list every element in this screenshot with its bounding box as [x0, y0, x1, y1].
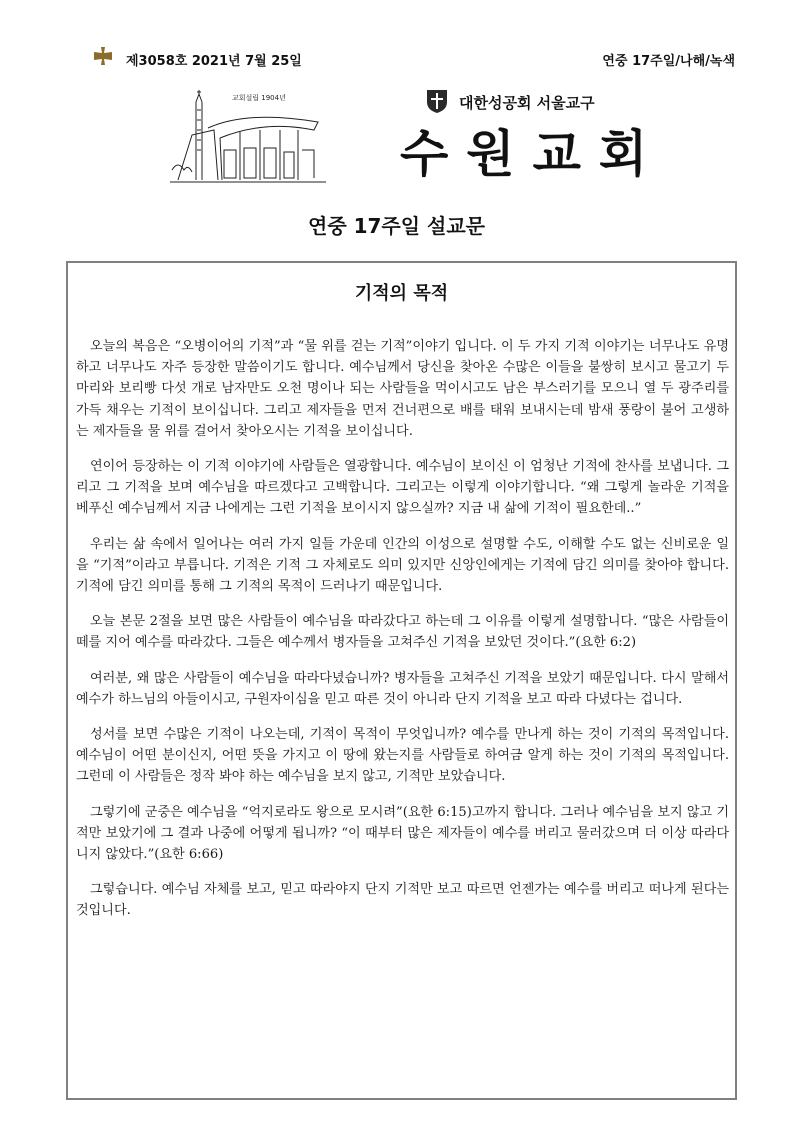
sermon-body	[76, 336, 729, 936]
cross-icon	[93, 46, 113, 66]
sermon-paragraph: 연이어 등장하는 이 기적 이야기에 사람들은 열광합니다. 예수님이 보이신 이 엄청난 기적에 찬사를 보냅니다. 그리고 그 기적을 보며 예수님을 따르겠다고 고백합니다. 그리고는 이렇게 이야기합니다. “왜 그렇게 놀라운 기적을 베푸신 예수님께서 지금 나에게는 그런 기적을 보이시지 않으실까? 지금 내 삶에 기적이 필요한데..”	[76, 459, 729, 517]
sermon-box	[66, 261, 737, 1100]
diocese-emblem-icon	[425, 88, 449, 114]
diocese-header	[425, 88, 675, 114]
sermon-paragraph: 오늘 본문 2절을 보면 많은 사람들이 예수님을 따라갔다고 하는데 그 이유를 이렇게 설명합니다. “많은 사람들이 떼를 지어 예수를 따라갔다. 그들은 예수께서 병자들을 고쳐주신 기적을 보았던 것이다.”(요한 6:2)	[76, 614, 729, 651]
masthead-bar	[93, 48, 735, 70]
founding-caption: 교회설립 1904년	[232, 94, 286, 102]
sermon-paragraph: 오늘의 복음은 “오병이어의 기적”과 “물 위를 걷는 기적”이야기 입니다. 이 두 가지 기적 이야기는 너무나도 유명하고 너무나도 자주 등장한 말씀이기도 합니다. 예수님께서 당신을 찾아온 수많은 이들을 불쌍히 보시고 물고기 두 마리와 보리빵 다섯 개로 남자만도 오천 명이나 되는 사람들을 먹이시고도 남은 부스러기를 모으니 열 두 광주리를 가득 채우는 기적이 보이십니다. 그리고 제자들을 먼저 건너편으로 배를 태워 보내시는데 밤새 풍랑이 불어 고생하는 제자들을 물 위를 걸어서 찾아오시는 기적을 보이십니다.	[76, 339, 729, 439]
sermon-heading: 연중 17주일 설교문	[308, 214, 485, 238]
sermon-paragraph: 그렇습니다. 예수님 자체를 보고, 믿고 따라야지 단지 기적만 보고 따르면 언젠가는 예수를 버리고 떠나게 된다는 것입니다.	[76, 882, 729, 919]
sermon-paragraph: 그렇기에 군중은 예수님을 “억지로라도 왕으로 모시려”(요한 6:15)고까지 합니다. 그러나 예수님을 보지 않고 기적만 보았기에 그 결과 나중에 어떻게 됩니까? “이 때부터 많은 제자들이 예수를 버리고 물러갔으며 더 이상 따라다니지 않았다.”(요한 6:66)	[76, 804, 729, 863]
church-name: 수원교회	[400, 124, 666, 183]
sermon-paragraph: 우리는 삶 속에서 일어나는 여러 가지 일들 가운데 인간의 이성으로 설명할 수도, 이해할 수도 없는 신비로운 일을 “기적”이라고 부릅니다. 기적은 기적 그 자체로도 의미 있지만 신앙인에게는 기적에 담긴 의미를 찾아야 합니다. 기적에 담긴 의미를 통해 그 기적의 목적이 드러나기 때문입니다.	[76, 536, 729, 595]
sermon-paragraph: 성서를 보면 수많은 기적이 나오는데, 기적이 목적이 무엇입니까? 예수를 만나게 하는 것이 기적의 목적입니다. 예수님이 어떤 분이신지, 어떤 뜻을 가지고 이 땅에 왔는지를 사람들로 하여금 알게 하는 것이 기적의 목적입니다. 그런데 이 사람들은 정작 봐야 하는 예수님을 보지 않고, 기적만 보았습니다.	[76, 727, 729, 785]
church-building-illustration	[168, 90, 328, 184]
liturgical-season: 연중 17주일/나해/녹색	[602, 54, 735, 69]
sermon-title: 기적의 목적	[354, 283, 449, 304]
issue-date: 제3058호 2021년 7월 25일	[126, 54, 302, 69]
sermon-paragraph: 여러분, 왜 많은 사람들이 예수님을 따라다녔습니까? 병자들을 고쳐주신 기적을 보았기 때문입니다. 다시 말해서 예수가 하느님의 아들이시고, 구원자이심을 믿고 따른 것이 아니라 단지 기적을 보고 따라 다녔다는 겁니다.	[76, 670, 729, 707]
diocese-name: 대한성공회 서울교구	[459, 94, 595, 112]
